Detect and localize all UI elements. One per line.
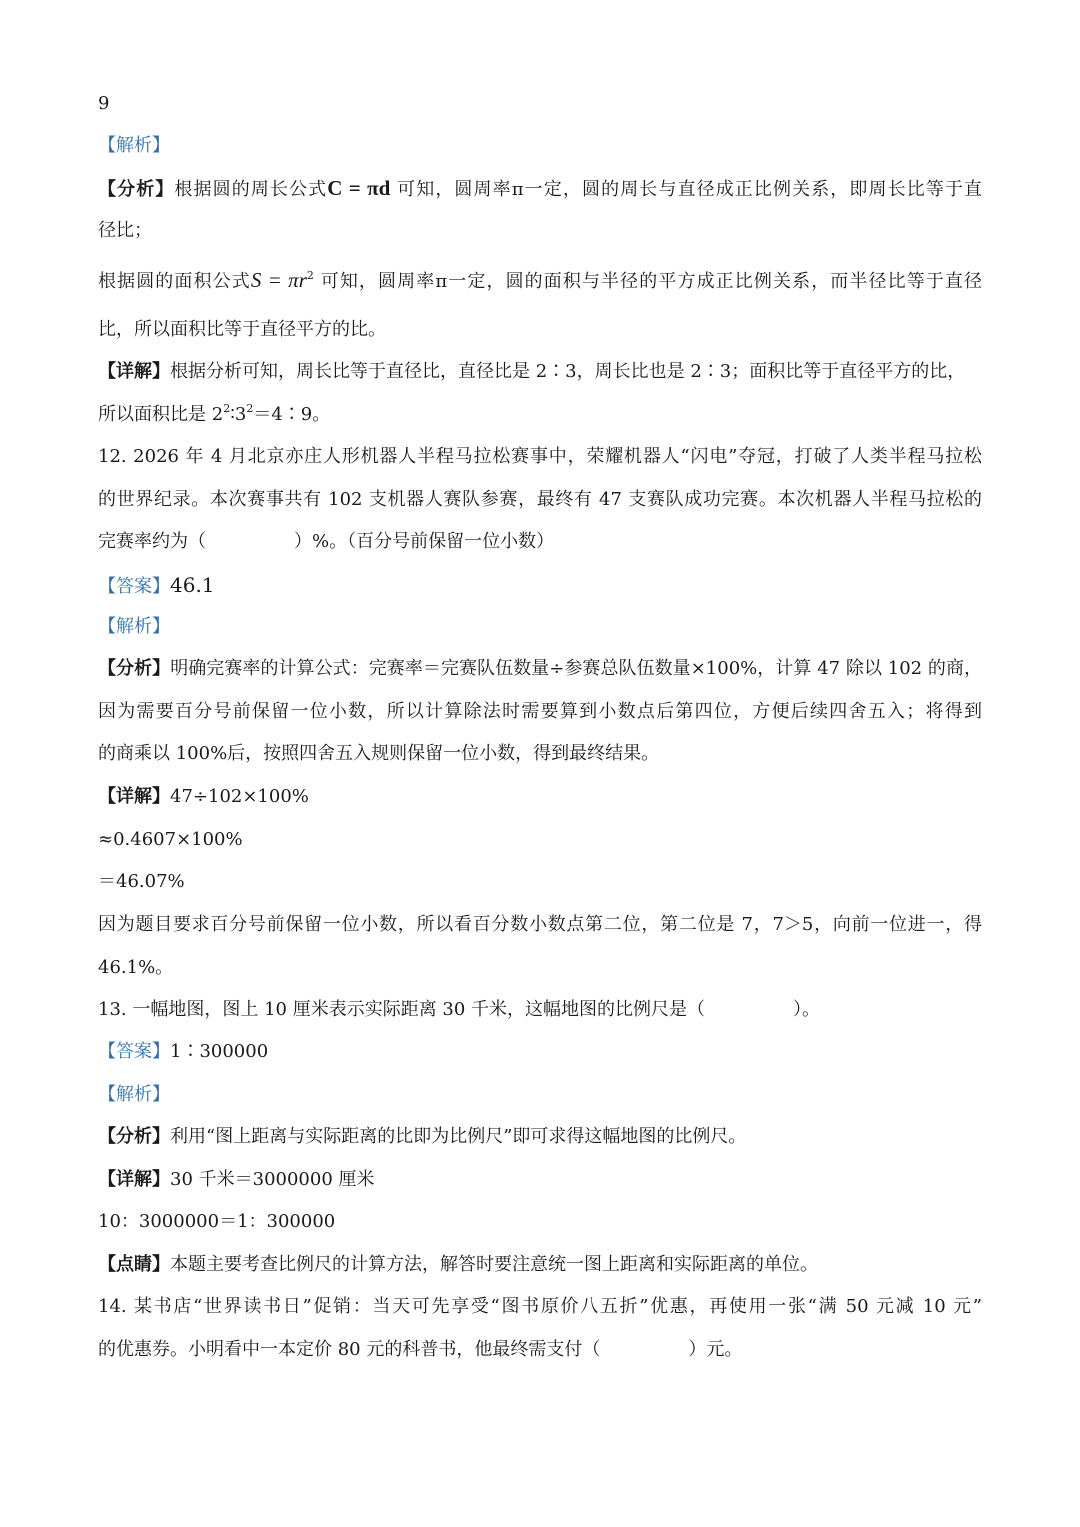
q12-xiangjie-line-3: ＝46.07% — [98, 871, 185, 892]
q13-answer: 【答案】1∶300000 — [98, 1041, 269, 1062]
xiangjie-tag: 【详解】 — [98, 361, 170, 382]
page-number: 9 — [98, 93, 110, 114]
q12-fenxi-line-3: 的商乘以 100%后，按照四舍五入规则保留一位小数，得到最终结果。 — [98, 743, 660, 764]
q12-fenxi-line-1: 【分析】明确完赛率的计算公式：完赛率＝完赛队伍数量÷参赛总队伍数量×100%，计算 47 除以 102 的商， — [98, 658, 982, 679]
q14-line-2: 的优惠券。小明看中一本定价 80 元的科普书，他最终需支付（ ）元。 — [98, 1339, 743, 1360]
q12-xiangjie-line-4: 因为题目要求百分号前保留一位小数，所以看百分数小数点第二位，第二位是 7，7＞5，向前一位进一，得 — [98, 914, 982, 935]
q13-line-1: 13. 一幅地图，图上 10 厘米表示实际距离 30 千米，这幅地图的比例尺是（ ）。 — [98, 999, 821, 1020]
s1-fenxi-line-1: 【分析】根据圆的周长公式C = πd 可知，圆周率π一定，圆的周长与直径成正比例关系，即周长比等于直 — [98, 176, 983, 200]
q12-xiangjie-line-2: ≈0.4607×100% — [98, 829, 243, 850]
q12-line-3: 完赛率约为（ ）%。（百分号前保留一位小数） — [98, 531, 555, 552]
circumference-formula: C = πd — [327, 176, 391, 200]
q12-line-1: 12. 2026 年 4 月北京亦庄人形机器人半程马拉松赛事中，荣耀机器人“闪电”夺冠，打破了人类半程马拉松 — [98, 446, 982, 467]
q13-dianjing: 【点睛】本题主要考查比例尺的计算方法，解答时要注意统一图上距离和实际距离的单位。 — [98, 1254, 818, 1275]
q13-analysis-tag: 【解析】 — [98, 1084, 170, 1105]
area-formula: S = πr — [250, 268, 307, 292]
q12-line-2: 的世界纪录。本次赛事共有 102 支机器人赛队参赛，最终有 47 支赛队成功完赛。本次机器人半程马拉松的 — [98, 489, 982, 510]
s1-area-line-1: 根据圆的面积公式$S = \pi r^2$ 可知，圆周率π一定，圆的面积与半径的平方成正比例关系，而半径比等于直径 — [98, 268, 982, 292]
s1-fenxi-line-2: 径比； — [98, 220, 152, 241]
q13-fenxi: 【分析】利用“图上距离与实际距离的比即为比例尺”即可求得这幅地图的比例尺。 — [98, 1126, 747, 1147]
s1-xiangjie-line-2: 所以面积比是 $2^2∶3^2=4∶9$。 — [98, 402, 331, 425]
q14-line-1: 14. 某书店“世界读书日”促销：当天可先享受“图书原价八五折”优惠，再使用一张“满 50 元减 10 元” — [98, 1296, 982, 1317]
pi-symbol: π — [511, 179, 524, 200]
q12-answer: 【答案】46.1 — [98, 573, 215, 597]
s1-analysis-tag: 【解析】 — [98, 135, 170, 156]
s1-xiangjie-line-1: 【详解】根据分析可知，周长比等于直径比，直径比是 2∶3，周长比也是 2∶3；面积比等于直径平方的比， — [98, 361, 966, 382]
fenxi-tag: 【分析】 — [98, 179, 175, 200]
q13-xiangjie-line-2: 10：3000000＝1：300000 — [98, 1211, 336, 1232]
answer-tag: 【答案】 — [98, 576, 170, 597]
q12-analysis-tag: 【解析】 — [98, 616, 170, 637]
q12-xiangjie-line-5: 46.1%。 — [98, 957, 174, 978]
s1-area-line-2: 比，所以面积比等于直径平方的比。 — [98, 319, 386, 340]
q12-xiangjie-line-1: 【详解】47÷102×100% — [98, 786, 309, 807]
q12-fenxi-line-2: 因为需要百分号前保留一位小数，所以计算除法时需要算到小数点后第四位，方便后续四舍五入；将得到 — [98, 701, 982, 722]
q13-xiangjie-line-1: 【详解】30 千米＝3000000 厘米 — [98, 1169, 375, 1190]
